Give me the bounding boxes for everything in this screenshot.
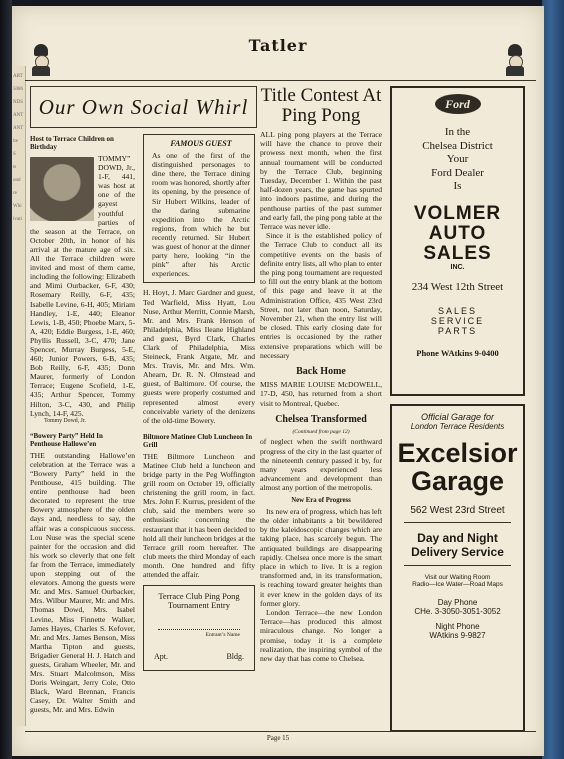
delivery-line-1: Day and Night bbox=[417, 531, 498, 545]
fragment: ite bbox=[13, 139, 18, 144]
famous-guest-box bbox=[143, 134, 255, 283]
fragment: ART bbox=[13, 74, 23, 79]
ping-pong-p2: Since it is the established policy of the Terrace Club to conduct all its competitive events on the basis of definite entry lists, all who plan to enter the ping pong tournament are requested to fill out the entry blank at the bottom of this page and leave it at the Administration Office, 435 West 23rd Street, not later than noon, Saturday, November 21, when the entry list will be closed. This early closing date for entries is occasioned by the rather extensive preparations which will be necessary bbox=[260, 231, 382, 360]
new-era-headline: New Era of Progress bbox=[291, 496, 351, 504]
advertisements-column bbox=[390, 86, 525, 732]
ping-pong-p1: ALL ping pong players at the Terrace will have the chance to prove their prowess next month, when the first annual tournament will be conducted by the Terrace Club, beginning Tuesday, December 1. Within the past half-dozen years, the game has spurted into indoors pastime, and during the penthouse parties of the past summer and early fall, the ping pong table at the Terrace was never idle. bbox=[260, 130, 382, 232]
page-number: Page 15 bbox=[266, 734, 290, 742]
ford-logo: Ford bbox=[435, 94, 481, 114]
ping-pong-title: Title Contest At Ping Pong bbox=[260, 85, 382, 126]
back-home-paragraph: MISS MARIE LOUISE McDOWELL, 17-D, 450, has returned from a short visit to Montreal, Quebec. bbox=[260, 380, 382, 408]
day-phone-label: Day Phone bbox=[437, 598, 478, 607]
continued-note: (Continued from page 12) bbox=[292, 429, 350, 436]
delivery-line-2: Delivery Service bbox=[411, 545, 504, 559]
chelsea-p3: London Terrace—the new London Terrace—has produced this almost miraculous change. No longer a promise, today it is a complete realization, the inspiring symbol of the new day that has come to Chelsea. bbox=[260, 607, 382, 663]
entry-title-2: Tournament Entry bbox=[168, 600, 230, 611]
chelsea-headline: Chelsea Transformed bbox=[275, 413, 367, 425]
night-phone-label: Night Phone bbox=[435, 622, 480, 631]
column-3 bbox=[260, 86, 382, 663]
garage-name-2: Garage bbox=[410, 466, 505, 496]
waiting-room: Visit our Waiting Room bbox=[424, 574, 491, 581]
host-headline: Host to Terrace Children on Birthday bbox=[30, 135, 114, 151]
fragment: Whi bbox=[13, 204, 22, 209]
sales-label: SALES bbox=[437, 306, 478, 316]
entrant-name-field[interactable] bbox=[158, 628, 240, 630]
dealer-address: 234 West 12th Street bbox=[411, 280, 504, 293]
divider bbox=[404, 565, 511, 566]
fragment: ivati bbox=[13, 217, 22, 222]
fragment: NDS bbox=[13, 100, 24, 105]
column-2 bbox=[143, 134, 255, 671]
binding-left bbox=[0, 0, 12, 759]
garage-ad bbox=[390, 404, 525, 732]
bldg-field[interactable]: Bldg. bbox=[226, 652, 244, 662]
night-phone-number: WAtkins 9-9827 bbox=[429, 631, 486, 640]
social-whirl-title: Our Own Social Whirl bbox=[30, 86, 257, 128]
amenities: Radio—Ice Water—Road Maps bbox=[412, 581, 503, 588]
divider bbox=[404, 522, 511, 523]
entrant-name-label: Entrant’s Name bbox=[205, 632, 240, 639]
fragment: ond bbox=[13, 178, 21, 183]
chelsea-p1: of neglect when the swift northward progress of the city in the last quarter of the nineteenth century passed it by, for many years experienced less advancement and development than almost any portion of the metropolis. bbox=[260, 437, 382, 493]
fragment: 5086 bbox=[13, 87, 23, 92]
bowery-headline: “Bowery Party” Held In Penthouse Hallowe’en bbox=[30, 431, 103, 448]
magazine-page bbox=[12, 6, 544, 756]
back-home-headline: Back Home bbox=[296, 366, 346, 378]
ad-line: Your bbox=[446, 153, 469, 165]
top-rule bbox=[25, 80, 536, 81]
column-1 bbox=[30, 132, 135, 715]
chelsea-p2: Its new era of progress, which has left the older inhabitants a bit bewildered by the kaleidoscopic changes which are taking place, has scarcely begun. The antiquated buildings are disappearing rapidly. Chelsea once more is the smart place in which to live. It is a region transformed and, in its transformation, is reaching toward greater heights than it ever knew in the golden days of its former glory. bbox=[260, 506, 382, 608]
fragment: ts bbox=[13, 165, 17, 170]
previous-page-edge bbox=[12, 66, 26, 726]
famous-guest-text: As one of the first of the distinguished personages to dine there, the Terrace dining room was honored, shortly after its opening, by the presence of Sir Hubert Wilkins, leader of the daring submarine expedition into the Arctic regions, from which he but recently returned. Sir Hubert was guest of honor at the dinner party here, looking “in the pink” after his Arctic experiences. bbox=[152, 151, 250, 279]
entry-blank[interactable] bbox=[143, 585, 255, 670]
child-photo bbox=[30, 157, 94, 221]
dealer-phone: Phone WAtkins 9-0400 bbox=[416, 348, 499, 358]
ad-line: In the bbox=[444, 126, 471, 138]
bottom-rule bbox=[25, 731, 536, 732]
garage-line-2: London Terrace Residents bbox=[410, 422, 505, 431]
fragment: S bbox=[13, 152, 16, 157]
fragment: ANT bbox=[13, 113, 24, 118]
entry-title-1: Terrace Club Ping Pong bbox=[158, 591, 240, 602]
biltmore-headline: Biltmore Matinee Club Luncheon In Grill bbox=[143, 432, 253, 449]
binding-right bbox=[542, 0, 564, 759]
ad-line: Ford Dealer bbox=[431, 166, 484, 179]
dealer-name: VOLMER bbox=[413, 202, 502, 224]
parts-label: PARTS bbox=[437, 326, 478, 336]
ad-line: Is bbox=[453, 180, 462, 192]
masthead-title: Tatler bbox=[248, 36, 308, 55]
service-label: SERVICE bbox=[430, 316, 485, 326]
bowery-paragraph: THE outstanding Hallowe’en celebration at the Terrace was a “Bowery Party” held in the Penthouse, 415 building. The entire penthouse had been decorated to represent the true Bowery atmosphere of the olden days and, needless to say, the affair was a conspicuous success. Lou Nuse was the special scene painter for the occasion and did his work so cleverly that one felt far from the Terrace, immediately upon stepping out of the elevators. Among the guests were Mr. and Mrs. Samuel Ourbacker, Mrs. Wilbur Maurer, Mr. and Mrs. Thomas Dowd, Mrs. Isabel Levine, Miss Finnette Walker, James Hayes, Charles S. Kefover, Mr. and Mrs. James Benson, Miss Martha Tipton and guests, Brigadier General H. J. Hatch and guests, Graham Wheeler, Mr. and Mrs. Stuart Malcolmson, Miss Doris Weingart, Jerry Cole, Otto Black, Ward Brennan, Francis Casey, Dr. Walter Smith and guests, Mr. and Mrs. Edwin bbox=[30, 450, 135, 715]
biltmore-paragraph: THE Biltmore Luncheon and Matinee Club held a luncheon and bridge party in the Peg Woffington grill room on October 19, officially christening the grill room, in fact. Mrs. John F. Kurrus, president of the club, said the members were so enthusiastic concerning the restaurant that it has been decided to hold all their luncheon bridges at the Terrace grill room hereafter. The club meets the third Monday of each month. One hundred and fifty attended the affair. bbox=[143, 451, 255, 580]
photo-caption: Tommy Dowd, Jr. bbox=[44, 417, 86, 424]
garage-address: 562 West 23rd Street bbox=[410, 505, 505, 516]
ford-dealer-ad bbox=[390, 86, 525, 396]
dealer-inc: INC. bbox=[450, 263, 465, 271]
fragment: re bbox=[13, 191, 17, 196]
day-phone-number: CHe. 3-3050-3051-3052 bbox=[414, 607, 501, 616]
apt-field[interactable]: Apt. bbox=[154, 652, 168, 662]
dealer-name-2: AUTO SALES bbox=[423, 222, 492, 264]
garage-line-1: Official Garage for bbox=[420, 412, 495, 422]
host-paragraph: TOMMY” DOWD, Jr., 1-F, 441, was host at one of the gayest youthful parties of the season at the Terrace, on October 20th, in honor of his arrival at the mature age of six. All the Terrace children were invited and most of them came, including the following: Elizabeth and Mimi Ourbacker, 6-F, 430; Rosemary Reilly, 6-F, 435; Isabelle Levine, 6-H, 405; Miriam Handley, 1-E, 440; Eleanor Lewis, 1-B, 450; Phoebe Marx, 5-A, 420; Eddie Burgess, 1-E, 460; Phyllis Russell, 3-C, 470; Jane Spencer, Murray Burgess, 5-E, 460; Junior Powers, 6-B, 435; Bob Reilly, 6-F, 435; Donn Maurer, formerly of London Terrace; Eugene Scofield, 1-E, 435; Arthur Spencer, Tommy Hilton, 3-C, 430, and Philip Lynch, 14-F, 425. bbox=[30, 154, 135, 418]
garage-name-1: Excelsior bbox=[397, 438, 518, 468]
fragment: ANT bbox=[13, 126, 24, 131]
famous-guest-title: FAMOUS GUEST bbox=[170, 139, 232, 148]
ad-line: Chelsea District bbox=[422, 139, 493, 152]
bowery-continued: H. Hoyt, J. Marc Gardner and guest, Ted Warfield, Miss Hyatt, Lou Nuse, Arthur Merritt, Connie Marsh, Mr. and Mrs. Frank Henson of Philadelphia, Miss Ileane Highland and guest, Byrd Clark, Charles Clark of Philadelphia, Miss Steineck, Frank Atgate, Mr. and Mrs. Travis, Mr. and Mrs. Wm. Ahearn, Dr. R. N. Olmstead and guest, of Baltimore. Of course, the guests were properly costumed and represented almost every conceivable variety of the denizens of the old-time Bowery. bbox=[143, 288, 255, 425]
